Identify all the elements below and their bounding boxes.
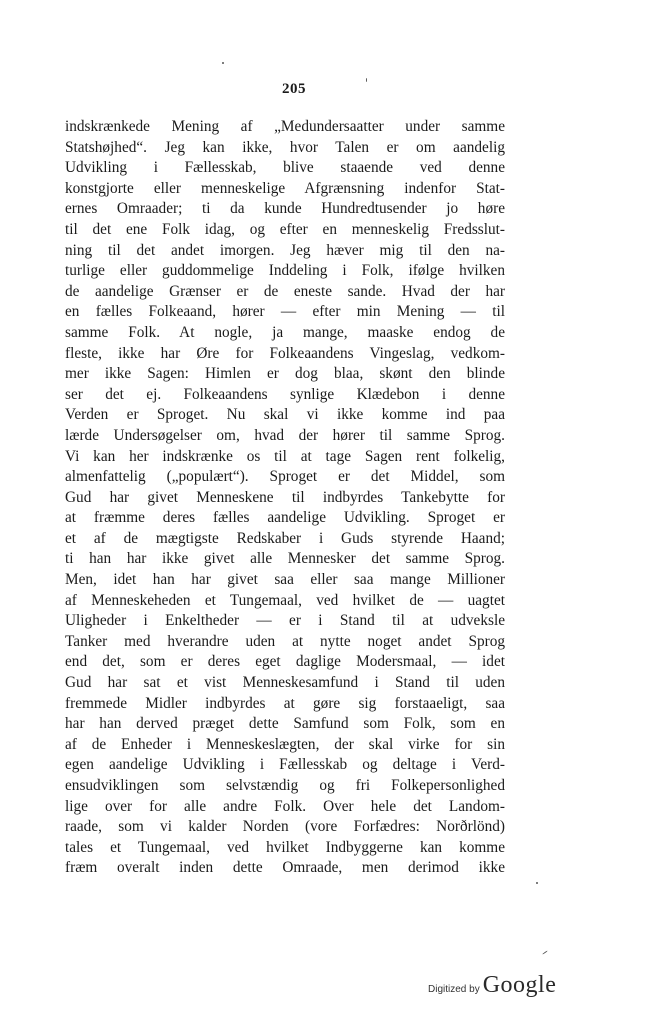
text-line: indskrænkede Mening af „Medundersaatter under samme xyxy=(65,118,505,135)
scan-speck xyxy=(366,78,367,82)
text-line: Vi kan her indskrænke os til at tage Sagen rent folkelig, xyxy=(65,447,505,465)
text-line: Verden er Sproget. Nu skal vi ikke komme ind paa xyxy=(65,406,505,424)
text-line: Men, idet han har givet saa eller saa mange Millioner xyxy=(65,571,505,589)
text-line: lærde Undersøgelser om, hvad der hører til samme Sprog. xyxy=(65,426,505,444)
text-line: Statshøjhed“. Jeg kan ikke, hvor Talen er om aandelig xyxy=(65,138,505,156)
text-line: konstgjorte eller menneskelige Afgrænsning indenfor Stat- xyxy=(65,179,505,197)
text-line: turlige eller guddommelige Inddeling i Folk, ifølge hvilken xyxy=(65,262,505,280)
page-number: 205 xyxy=(282,81,306,97)
text-line: mer ikke Sagen: Himlen er dog blaa, skønt den blinde xyxy=(65,365,505,383)
text-line: fleste, ikke har Øre for Folkeaandens Vingeslag, vedkom- xyxy=(65,344,505,362)
text-line: ser det ej. Folkeaandens synlige Klædebon i denne xyxy=(65,385,505,403)
scan-speck xyxy=(222,62,224,64)
text-line: ernes Omraader; ti da kunde Hundredtusender jo høre xyxy=(65,200,505,218)
text-line: de aandelige Grænser er de eneste sande. Hvad der har xyxy=(65,282,505,300)
digitized-by-label: Digitized by xyxy=(428,984,480,995)
text-line: et af de mægtigste Redskaber i Guds styrende Haand; xyxy=(65,529,505,547)
text-line: egen aandelige Udvikling i Fællesskab og deltage i Verd- xyxy=(65,756,505,774)
text-line: ti han har ikke givet alle Mennesker det samme Sprog. xyxy=(65,550,505,568)
text-line: ensudviklingen som selvstændig og fri Folkepersonlighed xyxy=(65,777,505,794)
text-line: Gud har givet Menneskene til indbyrdes Tankebytte for xyxy=(65,488,505,506)
text-line: almenfattelig („populært“). Sproget er det Middel, som xyxy=(65,468,505,486)
scan-speck xyxy=(536,882,538,884)
text-line: fræm overalt inden dette Omraade, men derimod ikke xyxy=(65,859,505,877)
scan-speck xyxy=(542,950,547,954)
text-line: til det ene Folk idag, og efter en menneskelig Fredsslut- xyxy=(65,220,505,238)
text-line: fremmede Midler indbyrdes at gøre sig forstaaeligt, saa xyxy=(65,694,505,712)
text-line: en fælles Folkeaand, hører — efter min Mening — til xyxy=(65,303,505,321)
text-line: ning til det andet imorgen. Jeg hæver mig til den na- xyxy=(65,241,505,259)
text-line: af de Enheder i Menneskeslægten, der skal virke for sin xyxy=(65,735,505,753)
text-line: end det, som er deres eget daglige Modersmaal, — idet xyxy=(65,653,505,671)
text-line: tales et Tungemaal, ved hvilket Indbyggerne kan komme xyxy=(65,838,505,856)
text-line: raade, som vi kalder Norden (vore Forfædres: Norðrlönd) xyxy=(65,818,505,836)
text-line: Uligheder i Enkeltheder — er i Stand til at udveksle xyxy=(65,612,505,630)
digitized-by-watermark xyxy=(428,972,556,999)
text-line: har han derved præget dette Samfund som Folk, som en xyxy=(65,715,505,733)
text-line: lige over for alle andre Folk. Over hele det Landom- xyxy=(65,797,505,815)
text-line: Gud har sat et vist Menneskesamfund i Stand til uden xyxy=(65,674,505,692)
body-text xyxy=(65,117,505,879)
google-logo: Google xyxy=(482,972,557,998)
text-line: Udvikling i Fællesskab, blive staaende ved denne xyxy=(65,159,505,177)
text-line: samme Folk. At nogle, ja mange, maaske endog de xyxy=(65,323,505,341)
text-line: af Menneskeheden et Tungemaal, ved hvilket de — uagtet xyxy=(65,591,505,609)
text-line: Tanker med hverandre uden at nytte noget andet Sprog xyxy=(65,632,505,650)
text-line: at fræmme deres fælles aandelige Udvikling. Sproget er xyxy=(65,509,505,527)
